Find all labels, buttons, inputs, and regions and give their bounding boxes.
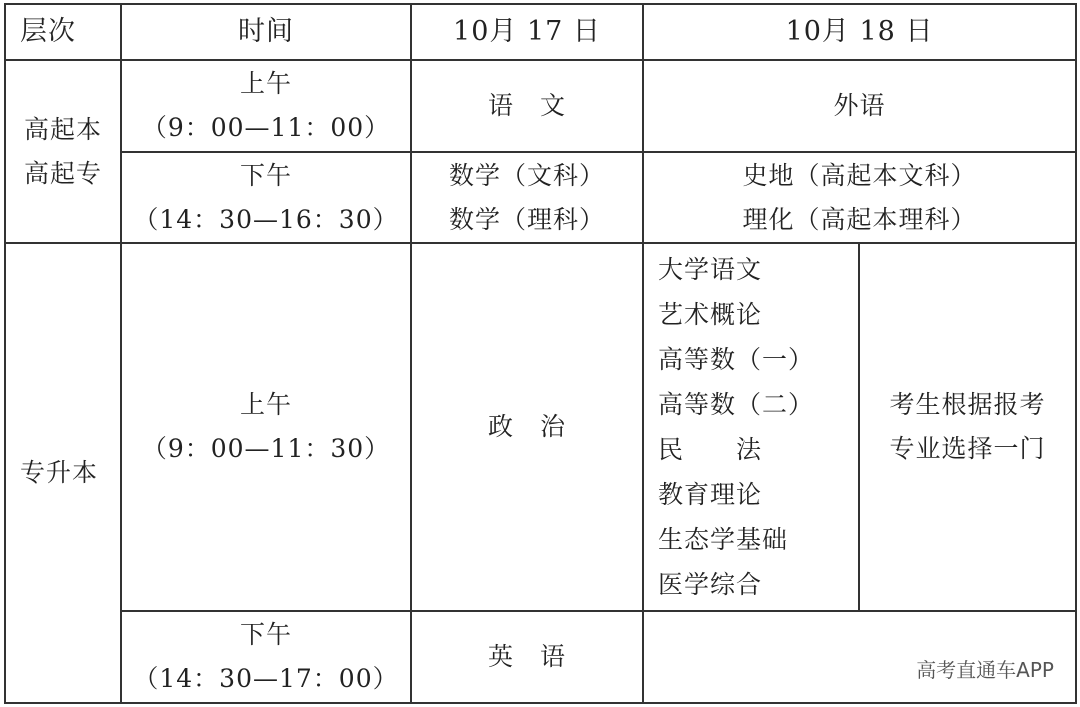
subject-line: 数学（理科） (448, 204, 605, 234)
time-label: 上午 (239, 69, 292, 98)
section2-selection-note (859, 243, 1076, 611)
section1-afternoon-day1 (411, 152, 643, 243)
level-line-2: 高起专 (23, 158, 102, 188)
section2-morning-day1: 政 治 (411, 243, 643, 611)
subject-item: 艺术概论 (658, 300, 763, 329)
section2-level: 专升本 (5, 243, 121, 703)
time-range: （9：00—11：30） (141, 434, 391, 463)
section2-morning-row (5, 243, 1076, 611)
subject-item: 生态学基础 (658, 525, 789, 554)
section1-level (5, 60, 121, 243)
time-label: 下午 (239, 160, 292, 190)
section1-afternoon-day2 (643, 152, 1076, 243)
header-time: 时间 (121, 4, 411, 60)
header-level: 层次 (5, 4, 121, 60)
subject-line: 史地（高起本文科） (742, 160, 977, 190)
header-day2: 10月 18 日 (643, 4, 1076, 60)
note-line: 专业选择一门 (889, 434, 1046, 463)
section1-morning-time (121, 60, 411, 152)
time-range: （14：30—17：00） (133, 664, 399, 693)
watermark: 高考直通车APP (916, 658, 1054, 682)
subject-item: 大学语文 (658, 255, 763, 284)
section1-afternoon-time (121, 152, 411, 243)
section2-subject-list (643, 243, 859, 611)
subject-item: 高等数（一） (658, 345, 815, 374)
section1-morning-row (5, 60, 1076, 152)
subject-item: 高等数（二） (658, 390, 815, 419)
section2-morning-time (121, 243, 411, 611)
time-label: 上午 (239, 390, 292, 419)
section2-afternoon-day1: 英 语 (411, 611, 643, 703)
section1-afternoon-row (5, 152, 1076, 243)
section2-afternoon-time (121, 611, 411, 703)
header-day1: 10月 17 日 (411, 4, 643, 60)
exam-schedule-table (4, 3, 1077, 704)
subject-item: 教育理论 (658, 480, 763, 509)
time-range: （9：00—11：00） (141, 113, 391, 142)
time-label: 下午 (239, 620, 292, 649)
subject-line: 数学（文科） (448, 160, 605, 190)
header-row (5, 4, 1076, 60)
time-range: （14：30—16：30） (133, 204, 399, 234)
note-line: 考生根据报考 (889, 390, 1046, 419)
subject-line: 理化（高起本理科） (742, 204, 977, 234)
subject-item: 医学综合 (658, 570, 763, 599)
section1-morning-day2: 外语 (643, 60, 1076, 152)
level-line-1: 高起本 (23, 114, 102, 144)
section1-morning-day1: 语 文 (411, 60, 643, 152)
subject-item: 民 法 (658, 435, 763, 464)
